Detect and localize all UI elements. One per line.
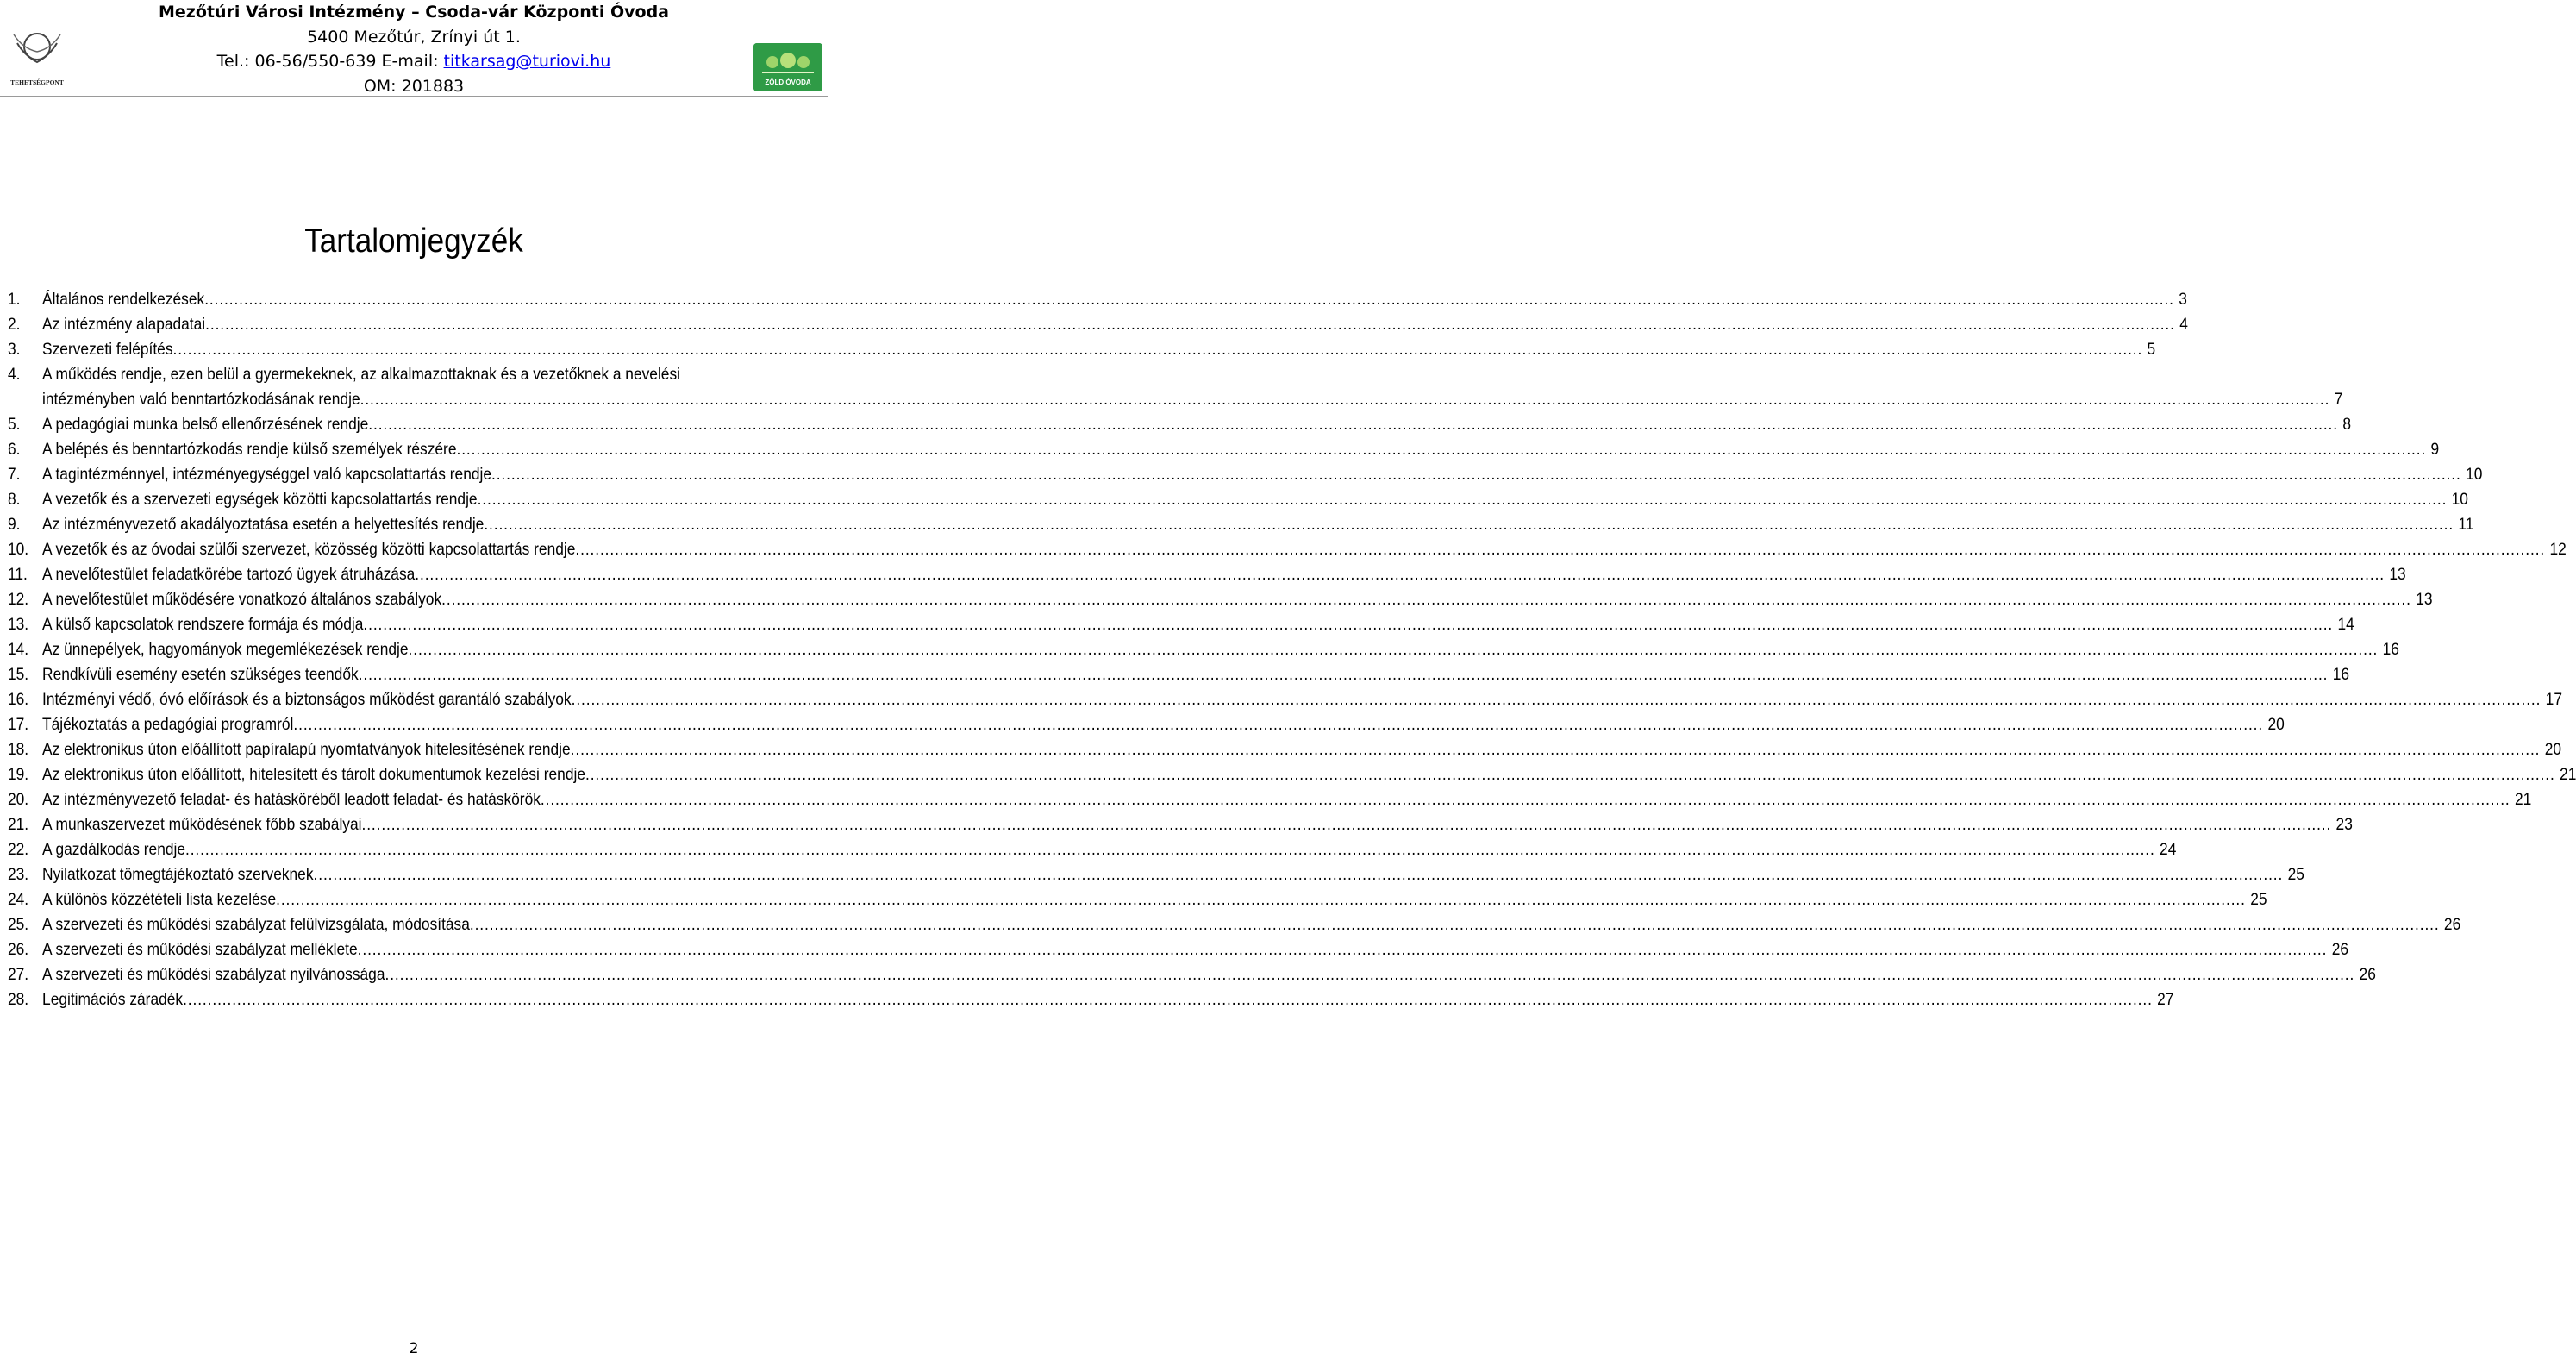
toc-leader-dots: ................................................................................................................................................................................................................................................................................................................................................................................................................ <box>415 565 2385 584</box>
toc-entry-page: 13 <box>2389 565 2406 584</box>
toc-entry-line <box>42 512 2474 537</box>
toc-entry-label: A gazdálkodás rendje <box>42 840 186 859</box>
toc-entry-number: 7. <box>8 465 21 484</box>
toc-entry-line <box>42 712 2285 737</box>
toc-entry-page: 14 <box>2337 615 2354 634</box>
toc-entry-number: 20. <box>8 790 29 809</box>
toc-entry-line <box>42 962 2376 987</box>
institution-address: 5400 Mezőtúr, Zrínyi út 1. <box>307 27 521 47</box>
toc-leader-dots: ................................................................................................................................................................................................................................................................................................................................................................................................................ <box>293 715 2264 734</box>
toc-leader-dots: ................................................................................................................................................................................................................................................................................................................................................................................................................ <box>358 665 2329 684</box>
toc-entry[interactable] <box>8 862 2304 887</box>
toc-entry-label: A nevelőtestület működésére vonatkozó általános szabályok <box>42 590 442 609</box>
toc-entry-line <box>42 737 2562 762</box>
toc-entry-page: 4 <box>2179 315 2188 334</box>
toc-entry-label: A külső kapcsolatok rendszere formája és módja <box>42 615 364 634</box>
toc-entry-page: 10 <box>2451 490 2468 509</box>
toc-entry[interactable] <box>8 937 2349 962</box>
toc-entry-label: Az intézményvezető akadályoztatása esetén a helyettesítés rendje <box>42 515 485 534</box>
tehetsegpont-logo <box>7 26 67 88</box>
toc-entry-number: 13. <box>8 615 29 634</box>
toc-entry-line <box>42 287 2187 312</box>
toc-entry-label: A munkaszervezet működésének főbb szabályai <box>42 815 362 834</box>
toc-entry-line <box>42 662 2350 687</box>
toc-entry-label: A működés rendje, ezen belül a gyermekeknek, az alkalmazottaknak és a vezetőknek a nevelési <box>42 365 680 384</box>
toc-entry-page: 16 <box>2382 640 2399 659</box>
toc-entry-page: 12 <box>2549 540 2567 559</box>
toc-entry-number: 15. <box>8 665 29 684</box>
toc-entry-line <box>42 462 2483 487</box>
toc-entry-number: 21. <box>8 815 29 834</box>
toc-entry[interactable] <box>8 837 2177 862</box>
zold-ovoda-logo <box>753 43 822 91</box>
toc-entry-line <box>42 912 2461 937</box>
toc-entry-line <box>42 987 2174 1012</box>
toc-entry-page: 27 <box>2157 990 2174 1009</box>
toc-leader-dots: ................................................................................................................................................................................................................................................................................................................................................................................................................ <box>313 865 2284 884</box>
toc-entry-number: 11. <box>8 565 28 584</box>
toc-entry[interactable] <box>8 362 823 387</box>
toc-entry-label: Az ünnepélyek, hagyományok megemlékezések rendje <box>42 640 409 659</box>
toc-entry-label: A belépés és benntartózkodás rendje külső személyek részére <box>42 440 457 459</box>
toc-leader-dots: ................................................................................................................................................................................................................................................................................................................................................................................................................ <box>491 465 2461 484</box>
toc-entry-label: A szervezeti és működési szabályzat nyilvánossága <box>42 965 385 984</box>
toc-leader-dots: ................................................................................................................................................................................................................................................................................................................................................................................................................ <box>408 640 2379 659</box>
toc-entry[interactable] <box>8 962 2376 987</box>
toc-entry-line <box>42 887 2267 912</box>
toc-leader-dots: ................................................................................................................................................................................................................................................................................................................................................................................................................ <box>575 540 2546 559</box>
toc-entry-number: 28. <box>8 990 29 1009</box>
toc-entry-page: 7 <box>2334 390 2343 409</box>
toc-entry-number: 25. <box>8 915 29 934</box>
toc-entry-page: 24 <box>2160 840 2177 859</box>
toc-entry-page: 20 <box>2544 740 2562 759</box>
toc-entry[interactable] <box>8 487 2468 512</box>
toc-leader-dots: ................................................................................................................................................................................................................................................................................................................................................................................................................ <box>204 290 2174 309</box>
toc-entry[interactable] <box>8 587 2433 612</box>
toc-leader-dots: ................................................................................................................................................................................................................................................................................................................................................................................................................ <box>571 690 2542 709</box>
toc-leader-dots: ................................................................................................................................................................................................................................................................................................................................................................................................................ <box>183 990 2153 1009</box>
toc-entry-page: 11 <box>2458 515 2474 534</box>
table-of-contents <box>8 287 2576 1012</box>
toc-leader-dots: ................................................................................................................................................................................................................................................................................................................................................................................................................ <box>585 765 2555 784</box>
toc-entry-page: 25 <box>2287 865 2304 884</box>
toc-entry-label: Az elektronikus úton előállított papíralapú nyomtatványok hitelesítésének rendje <box>42 740 571 759</box>
toc-entry-number: 8. <box>8 490 21 509</box>
toc-leader-dots: ................................................................................................................................................................................................................................................................................................................................................................................................................ <box>368 415 2338 434</box>
toc-entry-number: 12. <box>8 590 29 609</box>
institution-name: Mezőtúri Városi Intézmény – Csoda-vár Központi Óvoda <box>158 3 669 22</box>
contact-label: Tel.: 06-56/550-639 E-mail: <box>216 52 444 71</box>
toc-entry-page: 9 <box>2430 440 2440 459</box>
toc-entry-line <box>42 312 2188 337</box>
toc-entry-number: 6. <box>8 440 21 459</box>
toc-entry-page: 20 <box>2267 715 2285 734</box>
toc-entry[interactable] <box>8 712 2285 737</box>
toc-entry[interactable] <box>8 987 2174 1012</box>
toc-entry-line <box>42 587 2433 612</box>
toc-entry-label: A különös közzétételi lista kezelése <box>42 890 277 909</box>
toc-entry-label: A vezetők és a szervezeti egységek közötti kapcsolattartás rendje <box>42 490 478 509</box>
toc-entry-line <box>42 837 2177 862</box>
header-divider <box>0 96 828 97</box>
toc-entry-line <box>42 537 2567 562</box>
toc-entry-page: 17 <box>2545 690 2562 709</box>
left-logo-text: TEHETSÉGPONT <box>10 78 64 86</box>
toc-entry[interactable] <box>8 537 2567 562</box>
toc-entry-label: Általános rendelkezések <box>42 290 205 309</box>
toc-entry-label: Legitimációs záradék <box>42 990 184 1009</box>
toc-entry-page: 3 <box>2179 290 2187 309</box>
toc-entry-label: A szervezeti és működési szabályzat felülvizsgálata, módosítása <box>42 915 470 934</box>
toc-entry-label: intézményben való benntartózkodásának rendje <box>42 390 360 409</box>
toc-entry-label: A pedagógiai munka belső ellenőrzésének rendje <box>42 415 369 434</box>
toc-leader-dots: ................................................................................................................................................................................................................................................................................................................................................................................................................ <box>385 965 2355 984</box>
toc-entry[interactable] <box>8 312 2188 337</box>
toc-entry-number: 2. <box>8 315 21 334</box>
toc-entry-page: 26 <box>2359 965 2376 984</box>
toc-entry-line <box>42 612 2354 637</box>
letterhead <box>0 0 828 97</box>
toc-entry-number: 10. <box>8 540 29 559</box>
toc-leader-dots: ................................................................................................................................................................................................................................................................................................................................................................................................................ <box>360 390 2330 409</box>
toc-entry-line <box>42 637 2399 662</box>
toc-entry-number: 5. <box>8 415 21 434</box>
toc-leader-dots: ................................................................................................................................................................................................................................................................................................................................................................................................................ <box>484 515 2454 534</box>
toc-entry[interactable] <box>8 887 2267 912</box>
toc-entry-number: 4. <box>8 365 21 384</box>
toc-entry-line <box>42 562 2406 587</box>
toc-entry-label: A tagintézménnyel, intézményegységgel való kapcsolattartás rendje <box>42 465 492 484</box>
toc-entry-number: 19. <box>8 765 29 784</box>
toc-entry-number: 1. <box>8 290 21 309</box>
toc-entry-line <box>42 687 2562 712</box>
toc-entry-page: 25 <box>2250 890 2267 909</box>
toc-leader-dots: ................................................................................................................................................................................................................................................................................................................................................................................................................ <box>456 440 2427 459</box>
toc-leader-dots: ................................................................................................................................................................................................................................................................................................................................................................................................................ <box>172 340 2143 359</box>
toc-leader-dots: ................................................................................................................................................................................................................................................................................................................................................................................................................ <box>276 890 2246 909</box>
toc-entry-number: 22. <box>8 840 29 859</box>
institution-contact <box>86 49 741 74</box>
toc-entry-line <box>42 937 2349 962</box>
toc-entry-number: 27. <box>8 965 29 984</box>
toc-entry[interactable] <box>8 762 2576 787</box>
toc-entry-label: Az elektronikus úton előállított, hitelesített és tárolt dokumentumok kezelési rendje <box>42 765 585 784</box>
toc-entry-page: 5 <box>2147 340 2156 359</box>
toc-entry-number: 18. <box>8 740 29 759</box>
toc-leader-dots: ................................................................................................................................................................................................................................................................................................................................................................................................................ <box>357 940 2328 959</box>
toc-entry-line <box>42 387 2343 412</box>
toc-entry-line <box>42 337 2156 362</box>
toc-entry-label: Rendkívüli esemény esetén szükséges teendők <box>42 665 359 684</box>
toc-entry[interactable] <box>8 787 2532 812</box>
toc-entry-page: 21 <box>2514 790 2532 809</box>
toc-entry-page: 26 <box>2443 915 2461 934</box>
toc-entry-number: 26. <box>8 940 29 959</box>
toc-entry[interactable] <box>8 287 2187 312</box>
toc-entry[interactable] <box>8 662 2350 687</box>
toc-leader-dots: ................................................................................................................................................................................................................................................................................................................................................................................................................ <box>540 790 2510 809</box>
toc-entry-number: 16. <box>8 690 29 709</box>
toc-entry-page: 23 <box>2335 815 2353 834</box>
toc-entry[interactable] <box>8 687 2562 712</box>
toc-entry[interactable] <box>8 512 2474 537</box>
toc-entry-number: 9. <box>8 515 21 534</box>
toc-entry-number: 17. <box>8 715 29 734</box>
toc-entry-number: 14. <box>8 640 29 659</box>
toc-entry[interactable] <box>8 462 2483 487</box>
toc-leader-dots: ................................................................................................................................................................................................................................................................................................................................................................................................................ <box>361 815 2332 834</box>
toc-entry[interactable] <box>8 737 2562 762</box>
toc-entry-page: 21 <box>2560 765 2576 784</box>
toc-entry[interactable] <box>8 437 2440 462</box>
toc-leader-dots: ................................................................................................................................................................................................................................................................................................................................................................................................................ <box>477 490 2448 509</box>
toc-entry-page: 26 <box>2331 940 2349 959</box>
toc-entry-label: Szervezeti felépítés <box>42 340 173 359</box>
toc-entry-label: A nevelőtestület feladatkörébe tartozó ügyek átruházása <box>42 565 416 584</box>
page-number: 2 <box>409 1340 419 1357</box>
toc-entry[interactable] <box>8 562 2406 587</box>
toc-entry-page: 13 <box>2416 590 2433 609</box>
toc-entry-label: Az intézményvezető feladat- és hatásköréből leadott feladat- és hatáskörök <box>42 790 541 809</box>
toc-entry[interactable] <box>8 637 2399 662</box>
toc-leader-dots: ................................................................................................................................................................................................................................................................................................................................................................................................................ <box>441 590 2411 609</box>
toc-entry-number: 24. <box>8 890 29 909</box>
toc-entry-line <box>42 862 2304 887</box>
toc-entry[interactable] <box>8 812 2353 837</box>
institution-info <box>86 0 741 98</box>
toc-entry-number: 3. <box>8 340 21 359</box>
toc-entry-label: Nyilatkozat tömegtájékoztató szerveknek <box>42 865 314 884</box>
right-logo-text: ZÖLD ÓVODA <box>765 78 811 86</box>
email-link[interactable]: titkarsag@turiovi.hu <box>443 52 611 71</box>
toc-entry-line <box>42 812 2353 837</box>
institution-om: OM: 201883 <box>363 76 465 96</box>
toc-leader-dots: ................................................................................................................................................................................................................................................................................................................................................................................................................ <box>185 840 2155 859</box>
page-title: Tartalomjegyzék <box>304 222 523 260</box>
toc-entry-label: A szervezeti és működési szabályzat melléklete <box>42 940 358 959</box>
toc-entry-continuation[interactable] <box>8 387 2343 412</box>
toc-entry-line <box>42 787 2532 812</box>
toc-leader-dots: ................................................................................................................................................................................................................................................................................................................................................................................................................ <box>570 740 2541 759</box>
toc-entry-page: 16 <box>2332 665 2350 684</box>
toc-entry-label: Tájékoztatás a pedagógiai programról <box>42 715 294 734</box>
toc-leader-dots: ................................................................................................................................................................................................................................................................................................................................................................................................................ <box>469 915 2440 934</box>
toc-entry-line <box>42 487 2468 512</box>
toc-entry-label: Az intézmény alapadatai <box>42 315 206 334</box>
toc-entry-line <box>42 412 2351 437</box>
toc-entry[interactable] <box>8 412 2351 437</box>
toc-entry-line <box>42 437 2440 462</box>
toc-entry-page: 10 <box>2466 465 2483 484</box>
toc-entry-label: A vezetők és az óvodai szülői szervezet, közösség közötti kapcsolattartás rendje <box>42 540 576 559</box>
toc-leader-dots: ................................................................................................................................................................................................................................................................................................................................................................................................................ <box>205 315 2175 334</box>
toc-entry-line <box>42 762 2576 787</box>
toc-entry-number: 23. <box>8 865 29 884</box>
toc-entry[interactable] <box>8 337 2156 362</box>
toc-leader-dots: ................................................................................................................................................................................................................................................................................................................................................................................................................ <box>363 615 2334 634</box>
toc-entry-page: 8 <box>2342 415 2351 434</box>
toc-entry-label: Intézményi védő, óvó előírások és a biztonságos működést garantáló szabályok <box>42 690 572 709</box>
toc-entry[interactable] <box>8 612 2354 637</box>
toc-entry[interactable] <box>8 912 2461 937</box>
